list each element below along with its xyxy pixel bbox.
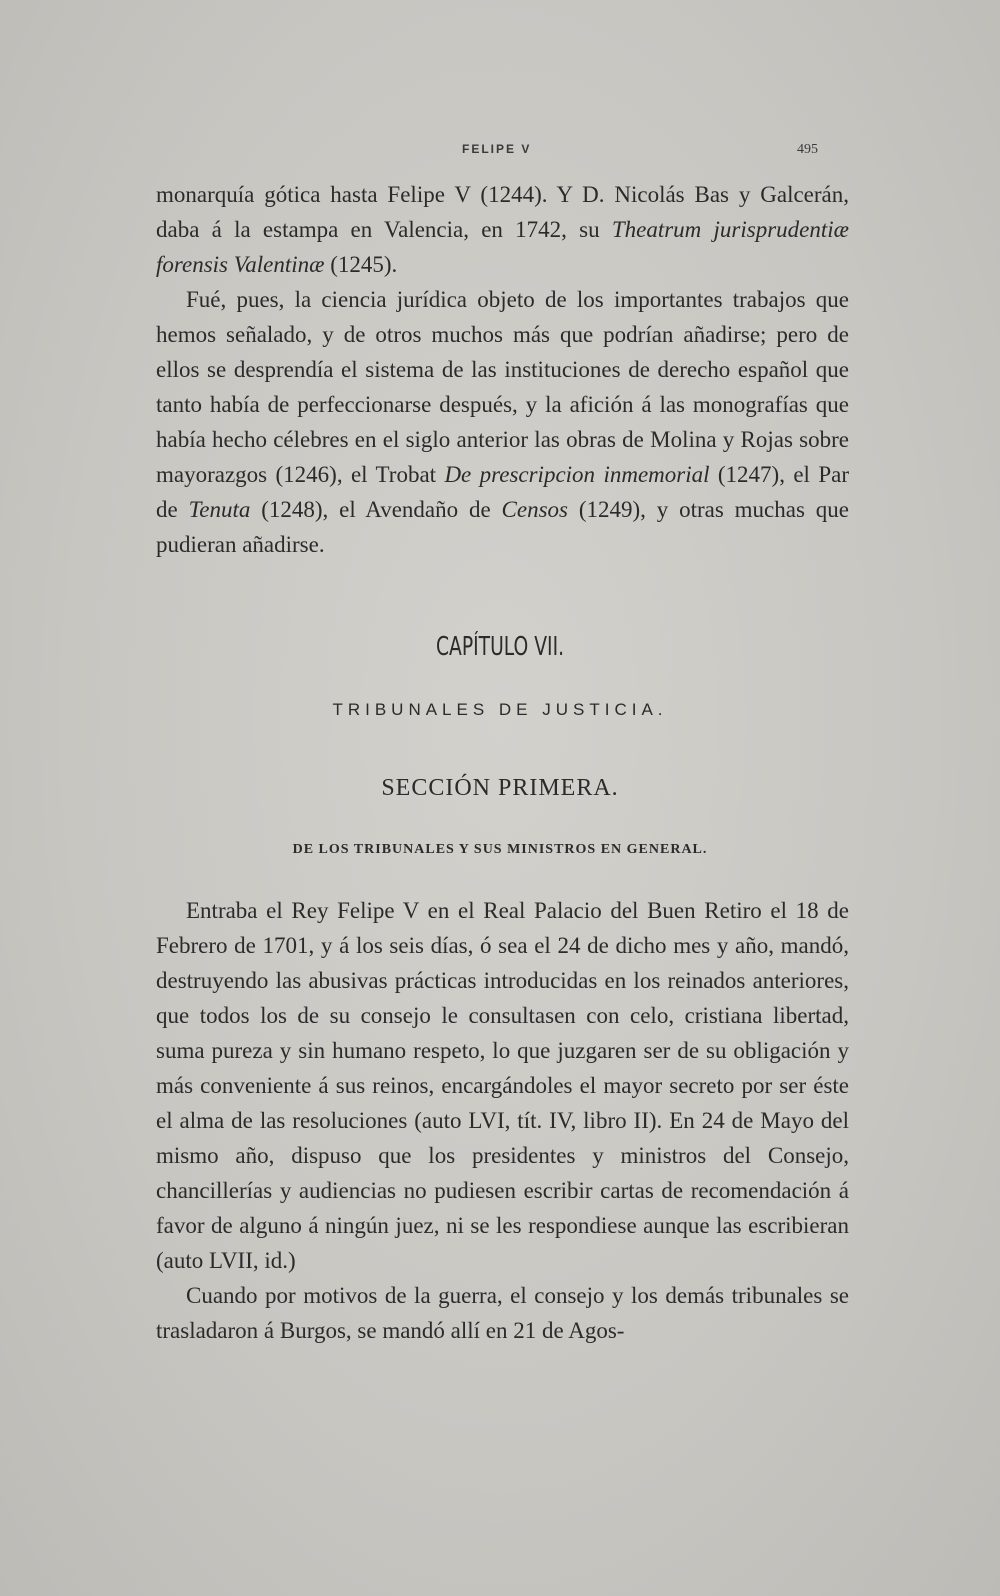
- paragraph: Entraba el Rey Felipe V en el Real Palacio del Buen Retiro el 18 de Febrero de 1701, y á los seis días, ó sea el 24 de dicho mes y año, mandó, destruyendo las abusivas prácticas introducidas en los reinados anteriores, que todos los de su consejo le consultasen con celo, cristiana libertad, suma pureza y sin humano respeto, lo que juzgaren ser de su obligación y más conveniente á sus reinos, encargándoles el mayor secreto por ser éste el alma de las resoluciones (auto LVI, tít. IV, libro II). En 24 de Mayo del mismo año, dispuso que los presidentes y ministros del Consejo, chancillerías y audiencias no pudiesen escribir cartas de recomendación á favor de alguno á ningún juez, ni se les respondiese aunque las escribieran (auto LVII, id.): [156, 898, 849, 1273]
- text-run: (1248), el Avendaño de: [250, 497, 502, 522]
- text-run: (1247), el Par de: [156, 462, 849, 522]
- work-title: Censos: [501, 497, 568, 522]
- work-title: De prescripcion inmemorial: [444, 462, 710, 487]
- work-title: Theatrum jurisprudentiæ forensis Valentinæ: [156, 217, 849, 277]
- paragraph: [156, 177, 849, 282]
- running-title: FELIPE V: [462, 142, 532, 156]
- page-number: 495: [797, 142, 818, 157]
- section-subtitle: DE LOS TRIBUNALES Y SUS MINISTROS EN GENERAL.: [292, 842, 708, 857]
- running-header: [0, 142, 1000, 162]
- text-block-top: [156, 177, 849, 562]
- paragraph: Cuando por motivos de la guerra, el consejo y los demás tribunales se trasladaron á Burgos, se mandó allí en 21 de Agos-: [156, 1283, 849, 1343]
- section-title: SECCIÓN PRIMERA.: [381, 775, 619, 801]
- text-run: (1249), y otras muchas que pudieran añadirse.: [156, 497, 849, 557]
- text-run: (1245).: [324, 252, 398, 277]
- chapter-title: CAPÍTULO VII.: [435, 632, 565, 662]
- work-title: Tenuta: [188, 497, 251, 522]
- paragraph: [156, 282, 849, 562]
- text-run: monarquía gótica hasta Felipe V (1244). Y D. Nicolás Bas y Galcerán, daba á la estampa en Valencia, en 1742, su: [156, 182, 849, 242]
- text-block-bottom: [156, 893, 849, 1348]
- chapter-subtitle: TRIBUNALES DE JUSTICIA.: [332, 700, 668, 719]
- text-run: Fué, pues, la ciencia jurídica objeto de los importantes trabajos que hemos señalado, y de otros muchos más que podrían añadirse; pero de ellos se desprendía el sistema de las instituciones de derecho español que tanto había de perfeccionarse después, y la afición á las monografías que había hecho célebres en el siglo anterior las obras de Molina y Rojas sobre mayorazgos (1246), el Trobat: [156, 287, 849, 487]
